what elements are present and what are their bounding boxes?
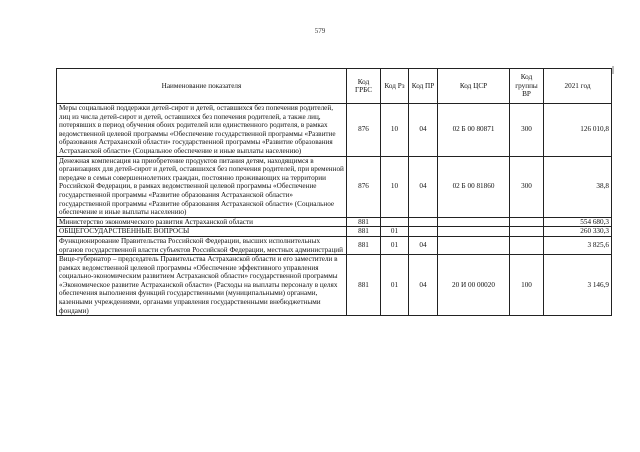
table-header [57,69,612,104]
row-rz: 10 [381,156,409,217]
row-vr [510,217,544,227]
table-row [57,156,612,217]
row-vr [510,227,544,237]
row-csr: 02 Б 00 80871 [438,104,510,157]
table-row [57,236,612,254]
row-rz: 01 [381,236,409,254]
row-grbs: 881 [347,255,381,316]
row-name: Министерство экономического развития Астраханской области [57,217,347,227]
header-vr: Код группы ВР [510,69,544,104]
header-year: 2021 год [544,69,612,104]
row-amount: 3 146,9 [544,255,612,316]
row-pr: 04 [409,255,438,316]
row-grbs: 876 [347,156,381,217]
row-pr: 04 [409,236,438,254]
table-row [57,227,612,237]
header-grbs: Код ГРБС [347,69,381,104]
row-grbs: 876 [347,104,381,157]
row-vr: 100 [510,255,544,316]
row-csr [438,227,510,237]
row-grbs: 881 [347,227,381,237]
row-amount: 38,8 [544,156,612,217]
row-amount: 260 330,3 [544,227,612,237]
header-rz: Код Рз [381,69,409,104]
header-name: Наименование показателя [57,69,347,104]
row-csr [438,217,510,227]
row-grbs: 881 [347,217,381,227]
row-rz: 10 [381,104,409,157]
row-rz: 01 [381,255,409,316]
row-amount: 554 680,3 [544,217,612,227]
row-name: Функционирование Правительства Российской Федерации, высших исполнительных органов государственной власти субъектов Российской Федерации, местных администраций [57,236,347,254]
row-name: Денежная компенсация на приобретение продуктов питания детям, находящимся в организациях для детей-сирот и детей, оставшихся без попечения родителей, при временной передаче в семьи совершеннолетних граждан, постоянно проживающих на территории Российской Федерации, в рамках ведомственной целевой программы «Обеспечение государственной программы «Развитие образования Астраханской области» государственной программы «Развитие образования Астраханской области» (Социальное обеспечение и иные выплаты населению) [57,156,347,217]
header-csr: Код ЦСР [438,69,510,104]
row-pr [409,217,438,227]
row-csr [438,236,510,254]
row-vr: 300 [510,156,544,217]
row-rz: 01 [381,227,409,237]
row-vr: 300 [510,104,544,157]
budget-table [56,68,612,316]
row-csr: 02 Б 00 81860 [438,156,510,217]
row-rz [381,217,409,227]
table-body [57,104,612,316]
row-name: Меры социальной поддержки детей-сирот и детей, оставшихся без попечения родителей, лиц из числа детей-сирот и детей, оставшихся без попечения родителей, а также лиц, потерявших в период обучения обоих родителей или единственного родителя, в рамках ведомственной целевой программы «Обеспечение государственной программы «Развитие образования Астраханской области» государственной программы «Развитие образования Астраханской области» (Социальное обеспечение и иные выплаты населению) [57,104,347,157]
row-name: ОБЩЕГОСУДАРСТВЕННЫЕ ВОПРОСЫ [57,227,347,237]
scan-mark [612,66,614,74]
row-grbs: 881 [347,236,381,254]
row-amount: 3 825,6 [544,236,612,254]
row-pr: 04 [409,156,438,217]
table-row [57,104,612,157]
header-pr: Код ПР [409,69,438,104]
row-vr [510,236,544,254]
page-number: 579 [314,27,326,35]
row-pr [409,227,438,237]
row-name: Вице-губернатор – председатель Правительства Астраханской области и его заместители в рамках ведомственной целевой программы «Обеспечение эффективного управления социально-экономическим развитием Астраханской области» государственной программы «Экономическое развитие Астраханской области» (Расходы на выплаты персоналу в целях обеспечения выполнения функций государственными (муниципальными) органами, казенными учреждениями, органами управления государственными внебюджетными фондами) [57,255,347,316]
row-pr: 04 [409,104,438,157]
table-row [57,217,612,227]
table-row [57,255,612,316]
row-amount: 126 010,8 [544,104,612,157]
row-csr: 20 И 00 00020 [438,255,510,316]
